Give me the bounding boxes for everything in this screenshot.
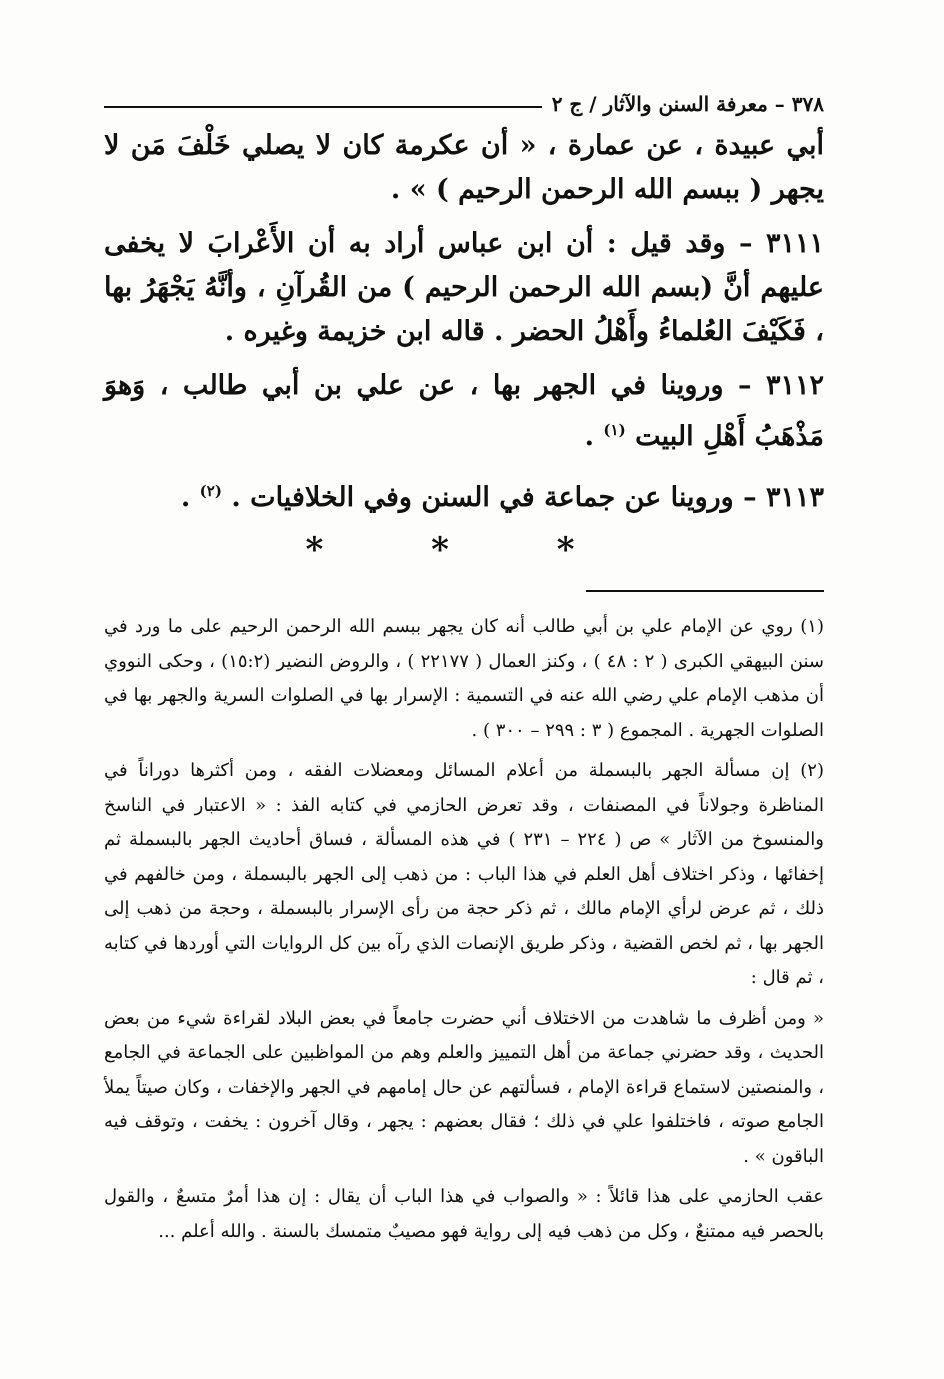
running-title: ٣٧٨ – معرفة السنن والآثار / ج ٢: [551, 92, 824, 116]
paragraph-1: أبي عبيدة ، عن عمارة ، « أن عكرمة كان لا يصلي خَلْفَ مَن لا يجهر ( ببسم الله الرحمن الرحيم ) » .: [104, 130, 824, 205]
footnote-closing: عقب الحازمي على هذا قائلاً : « والصواب في هذا الباب أن يقال : إن هذا أمرٌ متسعٌ ، والقول بالحصر فيه ممتنعٌ ، وكل من ذهب فيه إلى رواية فهو مصيبٌ متمسك بالسنة . والله أعلم ...: [104, 1186, 824, 1242]
footnote-ref-2[interactable]: (٢): [199, 482, 222, 500]
paragraph-3113: [104, 469, 824, 520]
paragraph-3112-text: ٣١١٢ – وروينا في الجهر بها ، عن علي بن أبي طالب ، وَهوَ مَذْهَبُ أَهْلِ البيت: [104, 370, 824, 452]
footnote-quote: « ومن أظرف ما شاهدت من الاختلاف أني حضرت جامعاً في بعض البلاد لقراءة شيء من بعض الحديث ، وقد حضرني جماعة من أهل التمييز والعلم وهم من المواظبين على الجماعة في الجامع ، والمنصتين لاستماع قراءة الإمام ، فسألتهم عن حال إمامهم في الجهر والإخفات ، وكان صيتاً يملأ الجامع صوته ، فاختلفوا علي في ذلك ؛ فقال بعضهم : يجهر ، وقال آخرون : يخفت ، وتوقف فيه الباقون » .: [104, 1007, 824, 1167]
footnotes: [104, 610, 824, 1249]
footnote-1: (١) روي عن الإمام علي بن أبي طالب أنه كان يجهر ببسم الله الرحمن الرحيم على ما ورد في سنن البيهقي الكبرى ( ٢ : ٤٨ ) ، وكنز العمال ( ٢٢١٧٧ ) ، والروض النضير (١٥:٢) ، وحكى النووي أن مذهب الإمام علي رضي الله عنه في التسمية : الإسرار بها في الصلوات السرية والجهر بها في الصلوات الجهرية . المجموع ( ٣ : ٢٩٩ – ٣٠٠ ) .: [104, 616, 824, 741]
running-header: [104, 84, 824, 124]
footnote-rule: [586, 590, 824, 592]
footnote-ref-1[interactable]: (١): [603, 421, 626, 439]
footnote-2: (٢) إن مسألة الجهر بالبسملة من أعلام المسائل ومعضلات الفقه ، ومن أكثرها دوراناً في المناظرة وجولاناً في المصنفات ، وقد تعرض الحازمي في كتابه الفذ : « الاعتبار في الناسخ والمنسوخ من الآثار » ص ( ٢٢٤ – ٢٣١ ) في هذه المسألة ، فساق أحاديث الجهر بالبسملة ثم إخفائها ، وذكر اختلاف أهل العلم في هذا الباب : من ذهب إلى الجهر بالبسملة ، ومن خالفهم في ذلك ، ثم عرض لرأي الإمام مالك ، ثم ذكر حجة من رأى الإسرار بالبسملة ، وحجة من ذهب إلى الجهر بها ، ثم لخص القضية ، وذكر طريق الإنصات الذي رآه بين كل الروايات التي أوردها في كتابه ، ثم قال :: [104, 760, 825, 988]
main-text: [104, 124, 824, 520]
paragraph-3111: ٣١١١ – وقد قيل : أن ابن عباس أراد به أن الأَعْرابَ لا يخفى عليهم أنَّ (بسم الله الرحمن الرحيم ) من القُرآنِ ، وأنَّهُ يَجْهَرُ بها ، فَكَيْفَ العُلماءُ وأَهْلُ الحضر . قاله ابن خزيمة وغيره .: [104, 228, 824, 347]
paragraph-3112-period: .: [584, 421, 604, 452]
header-rule: [104, 106, 542, 108]
paragraph-3113-period: .: [180, 482, 200, 513]
paragraph-3113-text: ٣١١٣ – وروينا عن جماعة في السنن وفي الخلافيات .: [231, 482, 824, 513]
section-separator-stars: * * *: [305, 530, 623, 570]
paragraph-3112: [104, 364, 824, 459]
book-page: [104, 84, 824, 1255]
